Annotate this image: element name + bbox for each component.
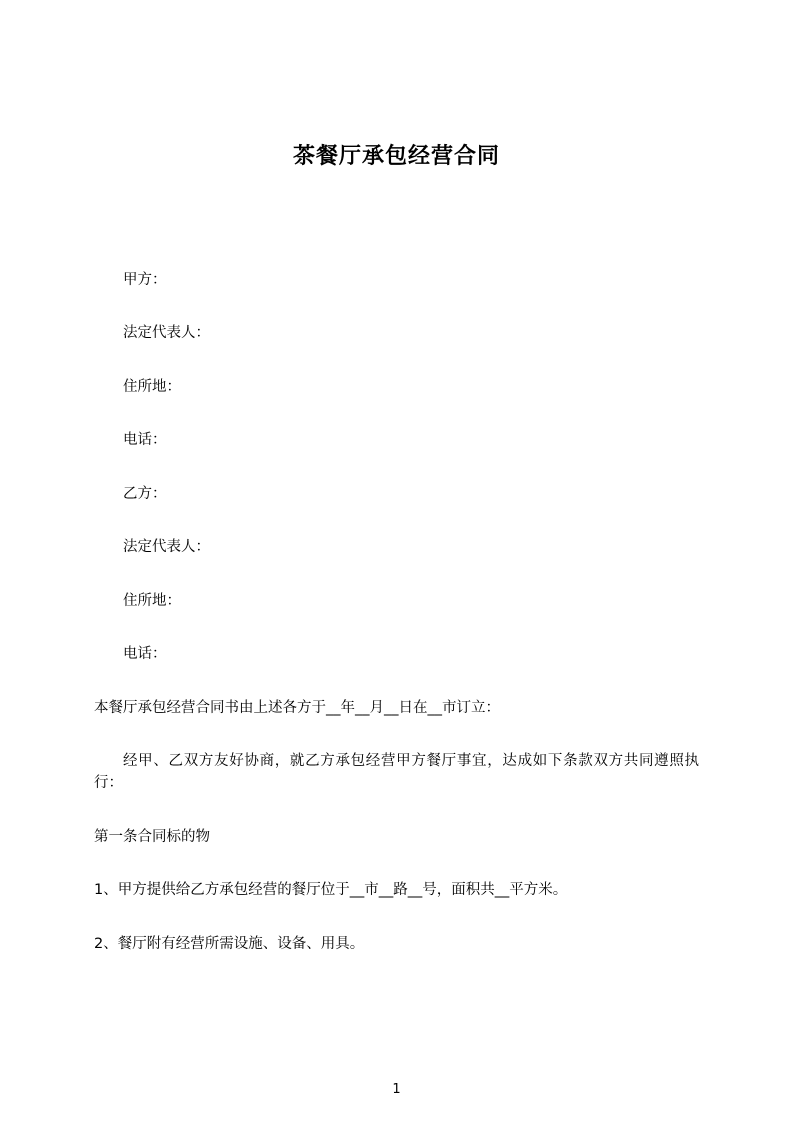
party-a-address: 住所地： — [123, 378, 181, 395]
page-number: 1 — [392, 1082, 401, 1097]
party-b-phone: 电话： — [123, 646, 167, 663]
article-one-item-1: 1、甲方提供给乙方承包经营的餐厅位于__市__路__号，面积共__平方米。 — [94, 882, 568, 899]
party-a-legal-representative: 法定代表人： — [123, 325, 210, 342]
negotiation-statement: 经甲、乙双方友好协商，就乙方承包经营甲方餐厅事宜，达成如下条款双方共同遵照执行： — [94, 753, 699, 792]
article-one-heading: 第一条合同标的物 — [94, 828, 210, 845]
party-b-legal-representative: 法定代表人： — [123, 539, 210, 556]
party-a: 甲方： — [123, 271, 167, 288]
party-b-address: 住所地： — [123, 592, 181, 609]
contract-signing-statement: 本餐厅承包经营合同书由上述各方于__年__月__日在__市订立： — [94, 699, 500, 716]
party-a-phone: 电话： — [123, 432, 167, 449]
article-one-item-2: 2、餐厅附有经营所需设施、设备、用具。 — [94, 935, 365, 952]
page-title: 茶餐厅承包经营合同 — [292, 144, 500, 169]
title-spacer — [94, 173, 699, 269]
party-b: 乙方： — [123, 485, 167, 502]
